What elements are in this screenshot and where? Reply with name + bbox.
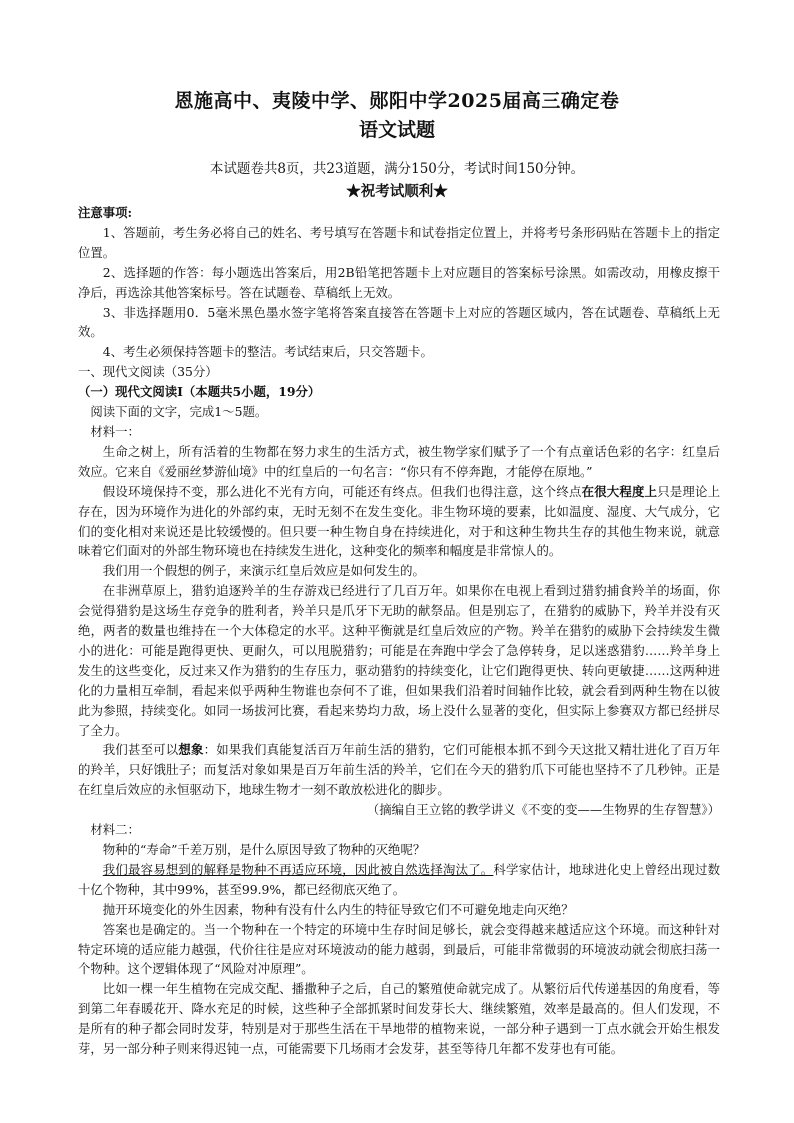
- notice-item-4: 4、考生必须保持答题卡的整洁。考试结束后，只交答题卡。: [102, 344, 433, 360]
- section-heading: 一、现代文阅读（35分）: [78, 364, 218, 380]
- notice-item-2: 2、选择题的作答：每小题选出答案后，用2B铅笔把答题卡上对应题目的答案标号涂黑。如需改动，用橡皮擦干净后，再选涂其他答案标号。答在试题卷、草稿纸上无效。: [78, 264, 720, 300]
- notice-item-3: 3、非选择题用0．5毫米黑色墨水签字笔将答案直接答在答题卡上对应的答题区域内，答在试题卷、草稿纸上无效。: [78, 304, 720, 340]
- notice-heading: 注意事项:: [78, 205, 133, 220]
- exam-body: [78, 203, 720, 1059]
- material-2-paragraph: 我们最容易想到的解释是物种不再适应环境，因此被自然选择淘汰了。科学家估计，地球进化史上曾经出现过数十亿个物种，其中99%，甚至99.9%，都已经彻底灭绝了。: [78, 861, 721, 897]
- notice-item-1: 1、答题前，考生务必将自己的姓名、考号填写在答题卡和试卷指定位置上，并将考号条形码贴在答题卡上的指定位置。: [78, 224, 720, 260]
- material-2-paragraph: 比如一棵一年生植物在完成交配、播撒种子之后，自己的繁殖使命就完成了。从繁衍后代传递基因的角度看，等到第二年春暖花开、降水充足的时候，这些种子全部抓紧时间发芽长大、继续繁殖，效率是最高的。但人们发现，不是所有的种子都会同时发芽，特别是对于那些生活在干旱地带的植物来说，一部分种子遇到一丁点水就会开始生根发芽，另一部分种子则来得迟钝一点，可能需要下几场雨才会发芽，甚至等待几年都不发芽也有可能。: [78, 981, 720, 1057]
- subsection-heading: （一）现代文阅读Ⅰ（本题共5小题，19分）: [78, 384, 321, 400]
- exam-title: 恩施高中、夷陵中学、郧阳中学2025届高三确定卷: [174, 90, 620, 112]
- material-1-paragraph: 我们用一个假想的例子，来演示红皇后效应是如何发生的。: [102, 563, 425, 579]
- material-1-label: 材料一：: [90, 423, 140, 439]
- exam-info: 本试题卷共8页，共23道题，满分150分，考试时间150分钟。: [209, 161, 585, 177]
- material-1-source: （摘编自王立铭的教学讲义《不变的变——生物界的生存智慧》）: [366, 802, 720, 818]
- underlined-text: 我们最容易想到的解释是物种不再适应环境，因此被自然选择淘汰了。: [102, 861, 494, 877]
- material-2-paragraph: 答案也是确定的。当一个物种在一个特定的环境中生存时间足够长，就会变得越来越适应这个环境。而这种针对特定环境的适应能力越强，代价往往是应对环境波动的能力越弱，到最后，可能非常微弱的环境波动就会彻底扫荡一个物种。这个逻辑体现了“风险对冲原理”。: [78, 921, 720, 977]
- material-2-paragraph: 抛开环境变化的外生因素，物种有没有什么内生的特征导致它们不可避免地走向灭绝？: [102, 901, 574, 917]
- reading-instruction: 阅读下面的文字，完成1～5题。: [90, 404, 268, 420]
- emphasis-text: 想象: [178, 742, 204, 758]
- good-luck-line: ★祝考试顺利★: [346, 183, 448, 200]
- material-1-paragraph: 假设环境保持不变，那么进化不光有方向，可能还有终点。但我们也得注意，这个终点在很大程度上只是理论上存在，因为环境作为进化的外部约束，无时无刻不在发生变化。非生物环境的要素，比如温度、湿度、大气成分，它们的变化相对来说还是比较缓慢的。但只要一种生物自身在持续进化，对于和这种生物共生存的其他生物来说，就意味着它们面对的外部生物环境也在持续发生进化，这种变化的频率和幅度是非常惊人的。: [78, 483, 721, 559]
- material-1-paragraph: 生命之树上，所有活着的生物都在努力求生的生活方式，被生物学家们赋予了一个有点童话色彩的名字：红皇后效应。它来自《爱丽丝梦游仙境》中的红皇后的一句名言：“你只有不停奔跑，才能停在原地。”: [78, 443, 720, 479]
- material-2-label: 材料二：: [90, 822, 140, 838]
- exam-subtitle: 语文试题: [358, 119, 435, 141]
- material-1-paragraph: 我们甚至可以想象：如果我们真能复活百万年前生活的猎豹，它们可能根本抓不到今天这批又精壮进化了百万年的羚羊，只好饿肚子；而复活对象如果是百万年前生活的羚羊，它们在今天的猎豹爪下可能也坚持不了几秒钟。正是在红皇后效应的永恒驱动下，地球生物才一刻不敢放松进化的脚步。: [78, 742, 721, 798]
- emphasis-text: 在很大程度上: [581, 483, 658, 499]
- material-2-paragraph: 物种的“寿命”千差万别，是什么原因导致了物种的灭绝呢？: [102, 842, 426, 857]
- material-1-paragraph: 在非洲草原上，猎豹追逐羚羊的生存游戏已经进行了几百万年。如果你在电视上看到过猎豹捕食羚羊的场面，你会觉得猎豹是这场生存竞争的胜利者，羚羊只是爪牙下无助的献祭品。但是别忘了，在猎豹的威胁下，羚羊并没有灭绝，两者的数量也维持在一个大体稳定的水平。这种平衡就是红皇后效应的产物。羚羊在猎豹的威胁下会持续发生微小的进化：可能是跑得更快、更耐久，可以甩脱猎豹；可能是在奔跑中学会了急停转身，足以迷惑猎豹……羚羊身上发生的这些变化，反过来又作为猎豹的生存压力，驱动猎豹的持续变化，让它们跑得更快、转向更敏捷……这两种进化的力量相互牵制，看起来似乎两种生物谁也奈何不了谁，但如果我们沿着时间轴作比较，就会看到两种生物在以彼此为参照，持续变化。如同一场拔河比赛，看起来势均力敌，场上没什么显著的变化，但实际上参赛双方都已经拼尽了全力。: [78, 583, 720, 738]
